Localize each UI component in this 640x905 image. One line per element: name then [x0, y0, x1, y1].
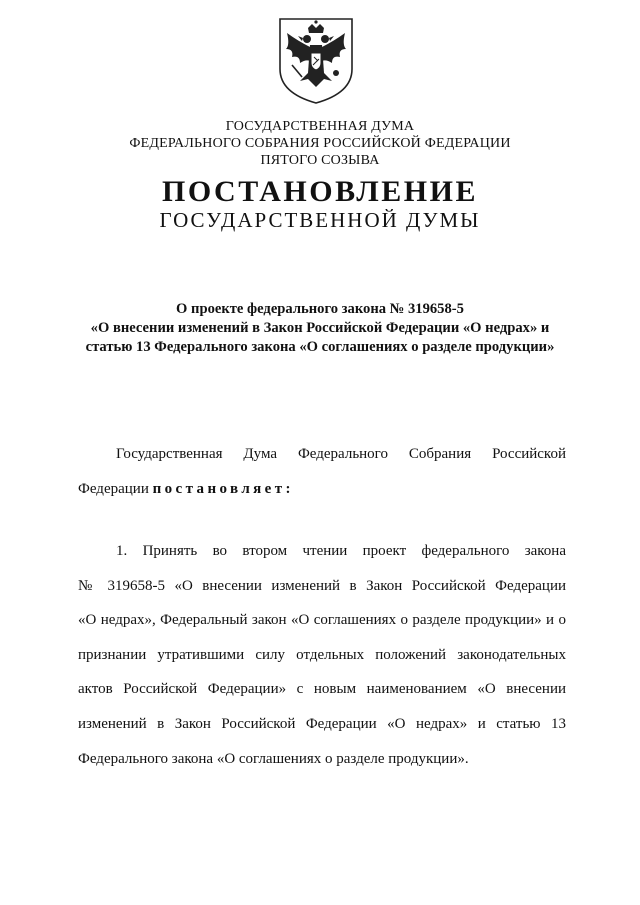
item-1-line-4: признании утратившими силу отдельных положений законодательных [78, 646, 566, 663]
header-line-3: ПЯТОГО СОЗЫВА [260, 153, 380, 168]
document-type-title: ПОСТАНОВЛЕНИЕ [162, 175, 478, 208]
item-1-line-7: Федерального закона «О соглашениях о разделе продукции». [78, 750, 469, 767]
issuing-body-header [60, 118, 580, 169]
preamble-line-1 [78, 437, 566, 472]
document-issuer-title: ГОСУДАРСТВЕННОЙ ДУМЫ [159, 208, 481, 232]
preamble-paragraph [78, 437, 566, 506]
preamble-line-2 [78, 472, 566, 507]
decree-verb: постановляет: [152, 480, 294, 497]
item-1-line-6: изменений в Закон Российской Федерации «О недрах» и статью 13 [78, 715, 566, 732]
header-line-1: ГОСУДАРСТВЕННАЯ ДУМА [225, 119, 415, 134]
item-1-line-1-text: 1. Принять во втором чтении проект федерального закона [116, 543, 566, 559]
subject-line-1: О проекте федерального закона № 319658-5 [176, 301, 464, 317]
document-subject [60, 300, 580, 357]
coat-of-arms-emblem [270, 15, 362, 107]
preamble-line-2-text: Федерации [78, 480, 149, 497]
item-1-line-5: актов Российской Федерации» с новым наименованием «О внесении [78, 681, 566, 698]
item-1-line-3: «О недрах», Федеральный закон «О соглашениях о разделе продукции» и о [78, 612, 566, 629]
item-1-line-2: № 319658-5 «О внесении изменений в Закон Российской Федерации [78, 577, 566, 594]
subject-line-3: статью 13 Федерального закона «О соглашениях о разделе продукции» [85, 339, 555, 355]
item-1-line-1 [78, 534, 566, 569]
item-1-paragraph [78, 534, 566, 776]
preamble-line-1-text: Государственная Дума Федерального Собрания Российской [116, 446, 566, 462]
header-line-2: ФЕДЕРАЛЬНОГО СОБРАНИЯ РОССИЙСКОЙ ФЕДЕРАЦИИ [129, 136, 511, 151]
subject-line-2: «О внесении изменений в Закон Российской Федерации «О недрах» и [90, 320, 550, 336]
